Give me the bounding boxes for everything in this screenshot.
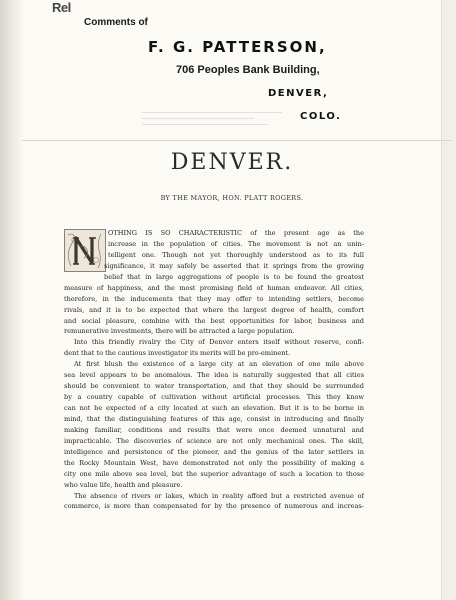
article-body [64,228,364,512]
text-line: and social pleasure, combine with the best opportunities for labor, business and [64,316,364,325]
text-line: making familiar, conditions and results that were once deemed unnatural and [64,425,364,434]
text-line: increase in the population of cities. The movement is not an unin- [108,239,364,248]
text-line: who value life, health and pleasure. [64,480,183,489]
text-line: city one mile above sea level, but the superior advantage of such a location to those [64,469,364,478]
stamp-comments-line: Comments of [84,17,148,28]
text-line: rivals, and it is to be expected that where the largest degree of health, comfort [64,305,364,314]
text-line: The absence of rivers or lakes, which in reality afford but a restricted avenue of [74,491,364,500]
text-line: by a country capable of cultivation without artificial processes. This they know [64,393,364,402]
text-line: significance, it may safely be asserted that it springs from the growing [104,261,364,270]
text-line: sea level appears to be anomalous. The idea is naturally suggested that all cities [64,371,364,380]
stamp-state: COLO. [300,111,342,122]
page-right-edge [442,0,456,600]
text-line: remunerative investments, there will be attracted a large population. [64,327,295,336]
text-line: At first blush the existence of a large city at an elevation of one mile above [74,360,364,369]
article-title: DENVER. [170,150,294,175]
stamp-slip-edge [22,140,452,141]
text-line: Into this friendly rivalry the City of Denver enters itself without reserve, confi- [74,338,364,347]
corner-mark: Rel [52,0,71,15]
stamp-name: F. G. PATTERSON, [148,38,327,56]
text-line: OTHING IS SO CHARACTERISTIC of the present age as the [108,229,364,237]
text-line: can not be expected of a city located at such an elevation. But it is to be borne in [64,404,364,412]
text-line: mind, that the distinguishing features of this age, consist in introducing and finally [64,414,364,423]
article-byline: BY THE MAYOR, HON. PLATT ROGERS. [160,194,304,202]
book-binding-edge [0,0,22,600]
text-line: impracticable. The discoveries of science are not only mechanical ones. The skill, [64,436,364,445]
faint-bleed-through [142,112,282,132]
patterson-stamp [22,0,442,140]
text-line: dent that to the cautious investigator its merits will be pre-eminent. [64,349,291,358]
text-line: intelligence and persistence of the pioneer, and the genius of the later settlers in [64,447,364,456]
stamp-city: DENVER, [268,88,329,99]
stamp-address: 706 Peoples Bank Building, [176,64,320,76]
text-line: telligent one. Though not yet thoroughly understood as to its full [108,250,364,259]
text-line: should be convenient to water transportation, and that they should be surrounded [64,382,364,391]
text-line: measure of happiness, and the most promising field of human endeavor. All cities, [64,283,364,292]
text-line: commerce, is more than compensated for by the presence of numerous and increas- [64,502,364,511]
text-line: belief that in large aggregations of people is to be found the greatest [104,272,364,281]
text-line: therefore, in the inducements that they may offer to intending settlers, become [64,294,364,303]
text-line: the Rocky Mountain West, have demonstrated not only the possibility of making a [64,458,364,467]
